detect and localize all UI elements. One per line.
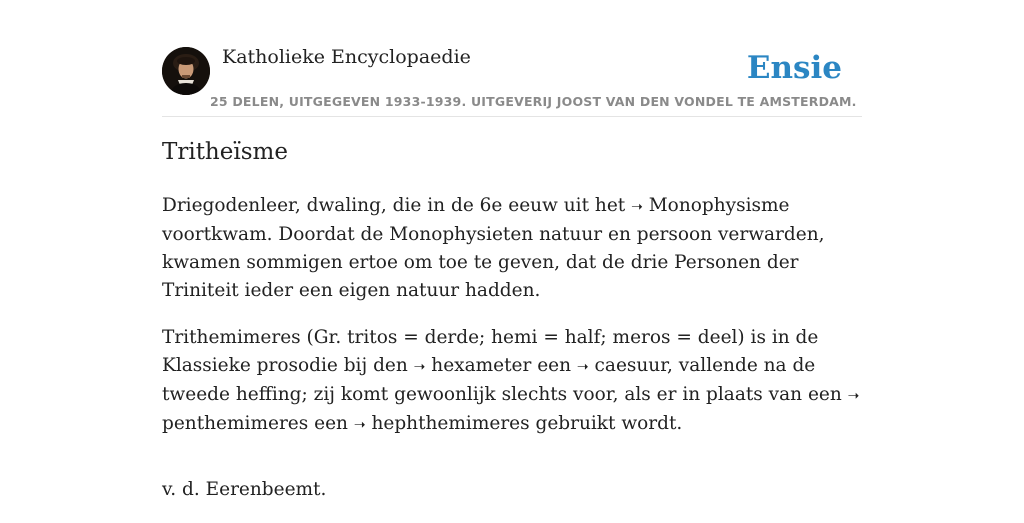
p1-text-1: Driegodenleer, dwaling, die in de 6e eeuw uit het	[162, 195, 632, 216]
article-body	[162, 192, 862, 523]
link-caesuur[interactable]: caesuur	[594, 355, 668, 376]
portrait-avatar-icon[interactable]	[162, 47, 210, 95]
link-penthemimeres[interactable]: penthemimeres	[162, 413, 309, 434]
site-subtitle: 25 DELEN, UITGEGEVEN 1933-1939. UITGEVERIJ JOOST VAN DEN VONDEL TE AMSTERDAM.	[210, 94, 857, 109]
cross-ref-arrow-icon: ➝	[847, 388, 860, 404]
p2-text-5: gebruikt wordt.	[529, 413, 683, 434]
p2-text-4: een	[308, 413, 354, 434]
site-name[interactable]: Katholieke Encyclopaedie	[222, 46, 471, 68]
p2-text-3: , vallende na de tweede heffing; zij komt gewoonlijk slechts voor, als er in plaats van een	[162, 355, 848, 405]
p1-text-2: voortkwam. Doordat de Monophysieten natuur en persoon verwarden, kwamen sommigen ertoe om toe te geven, dat de drie Personen der Triniteit ieder een eigen natuur hadden.	[162, 224, 825, 301]
article-paragraph-1	[162, 192, 862, 305]
article-paragraph-2	[162, 324, 862, 439]
link-monophysisme[interactable]: Monophysisme	[648, 195, 790, 216]
cross-ref-arrow-icon: ➝	[413, 359, 426, 375]
cross-ref-arrow-icon: ➝	[631, 199, 643, 215]
cross-ref-arrow-icon: ➝	[576, 359, 589, 375]
link-hephthemimeres[interactable]: hephthemimeres	[371, 413, 530, 434]
brand-logo-link[interactable]: Ensie	[746, 50, 842, 86]
p2-text-1: Trithemimeres (Gr. tritos = derde; hemi = half; meros = deel) is in de Klassieke prosodie bij den	[162, 327, 819, 376]
cross-ref-arrow-icon: ➝	[353, 417, 366, 433]
link-hexameter[interactable]: hexameter	[431, 355, 532, 376]
p2-text-2: een	[531, 355, 577, 376]
article-author: v. d. Eerenbeemt.	[162, 479, 327, 500]
article-title: Tritheïsme	[162, 139, 288, 165]
site-header	[162, 44, 862, 117]
